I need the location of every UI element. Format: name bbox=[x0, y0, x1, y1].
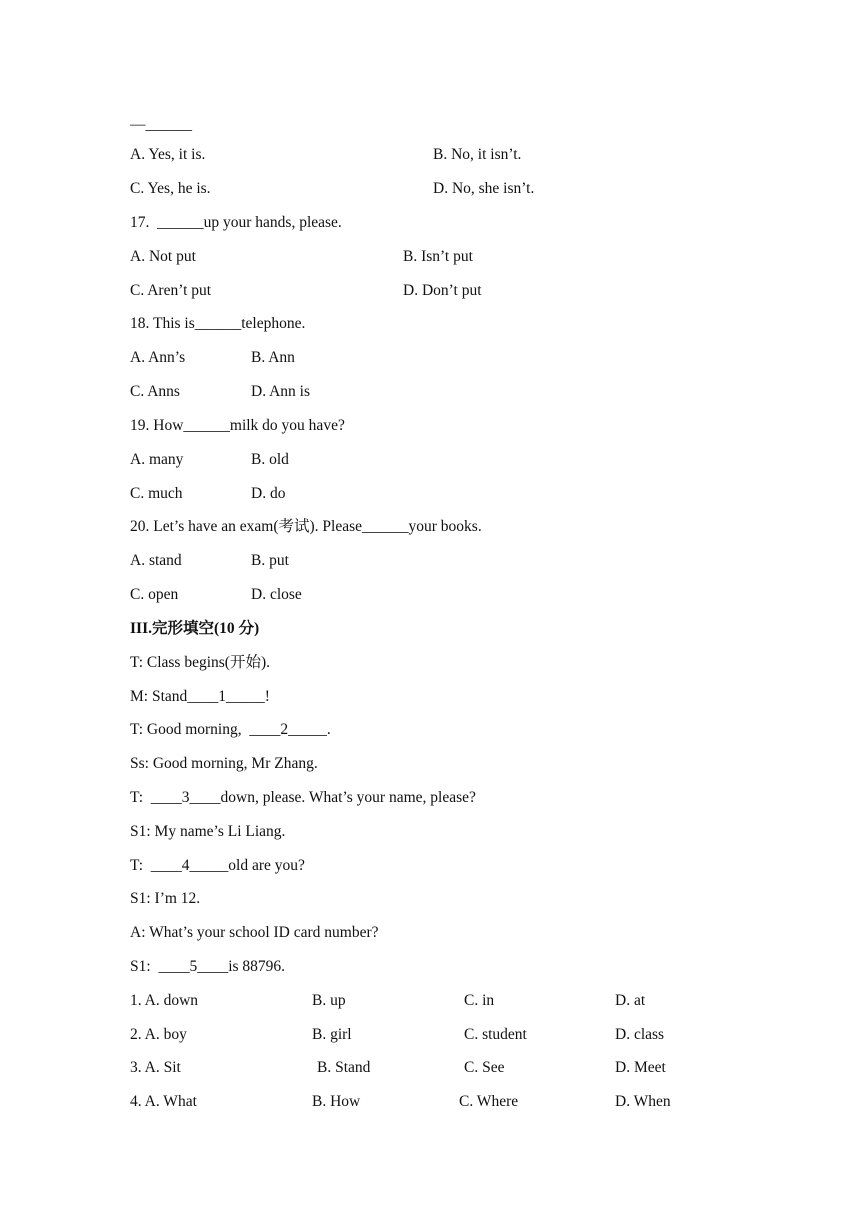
dialogue-line-3: T: Good morning, ____2_____. bbox=[130, 721, 331, 738]
q16-option-d: D. No, she isn’t. bbox=[433, 180, 535, 197]
q19-option-d: D. do bbox=[251, 485, 286, 502]
dialogue-line-7: T: ____4_____old are you? bbox=[130, 857, 305, 874]
q17-option-c: C. Aren’t put bbox=[130, 282, 212, 299]
q16-answer-prompt: —______ bbox=[130, 116, 192, 133]
q16-option-a: A. Yes, it is. bbox=[130, 146, 206, 163]
q17-option-b: B. Isn’t put bbox=[403, 248, 473, 265]
cloze-1-option-a: 1. A. down bbox=[130, 992, 199, 1009]
q16-option-b: B. No, it isn’t. bbox=[433, 146, 522, 163]
q18-option-d: D. Ann is bbox=[251, 383, 310, 400]
cloze-4-option-b: B. How bbox=[312, 1093, 361, 1110]
cloze-2-option-c: C. student bbox=[464, 1026, 527, 1043]
q18-option-b: B. Ann bbox=[251, 349, 295, 366]
cloze-2-option-b: B. girl bbox=[312, 1026, 352, 1043]
q18-option-c: C. Anns bbox=[130, 383, 180, 400]
blank-3: ____3____ bbox=[150, 789, 221, 806]
cloze-2-option-a: 2. A. boy bbox=[130, 1026, 187, 1043]
cloze-3-option-b: B. Stand bbox=[317, 1059, 371, 1076]
q20-option-b: B. put bbox=[251, 552, 289, 569]
cloze-4-option-d: D. When bbox=[615, 1093, 671, 1110]
cloze-1-option-c: C. in bbox=[464, 992, 495, 1009]
q19-option-a: A. many bbox=[130, 451, 184, 468]
q20-option-c: C. open bbox=[130, 586, 179, 603]
dialogue-line-5: T: ____3____down, please. What’s your name, please? bbox=[130, 789, 476, 806]
dialogue-line-2: M: Stand____1_____! bbox=[130, 688, 270, 705]
q18-stem: 18. This is______telephone. bbox=[130, 315, 306, 332]
dialogue-line-4: Ss: Good morning, Mr Zhang. bbox=[130, 755, 318, 772]
cloze-3-option-c: C. See bbox=[464, 1059, 505, 1076]
q17-option-d: D. Don’t put bbox=[403, 282, 482, 299]
dialogue-line-9: A: What’s your school ID card number? bbox=[130, 924, 379, 941]
q19-option-c: C. much bbox=[130, 485, 183, 502]
dialogue-line-10: S1: ____5____is 88796. bbox=[130, 958, 286, 975]
dialogue-line-8: S1: I’m 12. bbox=[130, 890, 201, 907]
q17-stem: 17. ______up your hands, please. bbox=[130, 214, 342, 231]
q19-option-b: B. old bbox=[251, 451, 289, 468]
cloze-1-option-b: B. up bbox=[312, 992, 346, 1009]
blank-4: ____4_____ bbox=[150, 857, 229, 874]
cloze-1-option-d: D. at bbox=[615, 992, 646, 1009]
dialogue-line-1: T: Class begins(开始). bbox=[130, 654, 271, 671]
blank-2: ____2_____ bbox=[249, 721, 327, 738]
blank-5: ____5____ bbox=[158, 958, 229, 975]
q20-stem: 20. Let’s have an exam(考试). Please______your books. bbox=[130, 518, 482, 535]
cloze-3-option-a: 3. A. Sit bbox=[130, 1059, 181, 1076]
section-heading: III.完形填空(10 分) bbox=[130, 620, 260, 637]
q17-option-a: A. Not put bbox=[130, 248, 196, 265]
q18-option-a: A. Ann’s bbox=[130, 349, 186, 366]
q19-stem: 19. How______milk do you have? bbox=[130, 417, 345, 434]
dialogue-line-6: S1: My name’s Li Liang. bbox=[130, 823, 286, 840]
cloze-2-option-d: D. class bbox=[615, 1026, 665, 1043]
q20-option-a: A. stand bbox=[130, 552, 182, 569]
q16-option-c: C. Yes, he is. bbox=[130, 180, 211, 197]
cloze-3-option-d: D. Meet bbox=[615, 1059, 666, 1076]
q20-option-d: D. close bbox=[251, 586, 302, 603]
cloze-4-option-a: 4. A. What bbox=[130, 1093, 197, 1110]
cloze-4-option-c: C. Where bbox=[459, 1093, 519, 1110]
blank-1: ____1_____ bbox=[187, 688, 265, 705]
